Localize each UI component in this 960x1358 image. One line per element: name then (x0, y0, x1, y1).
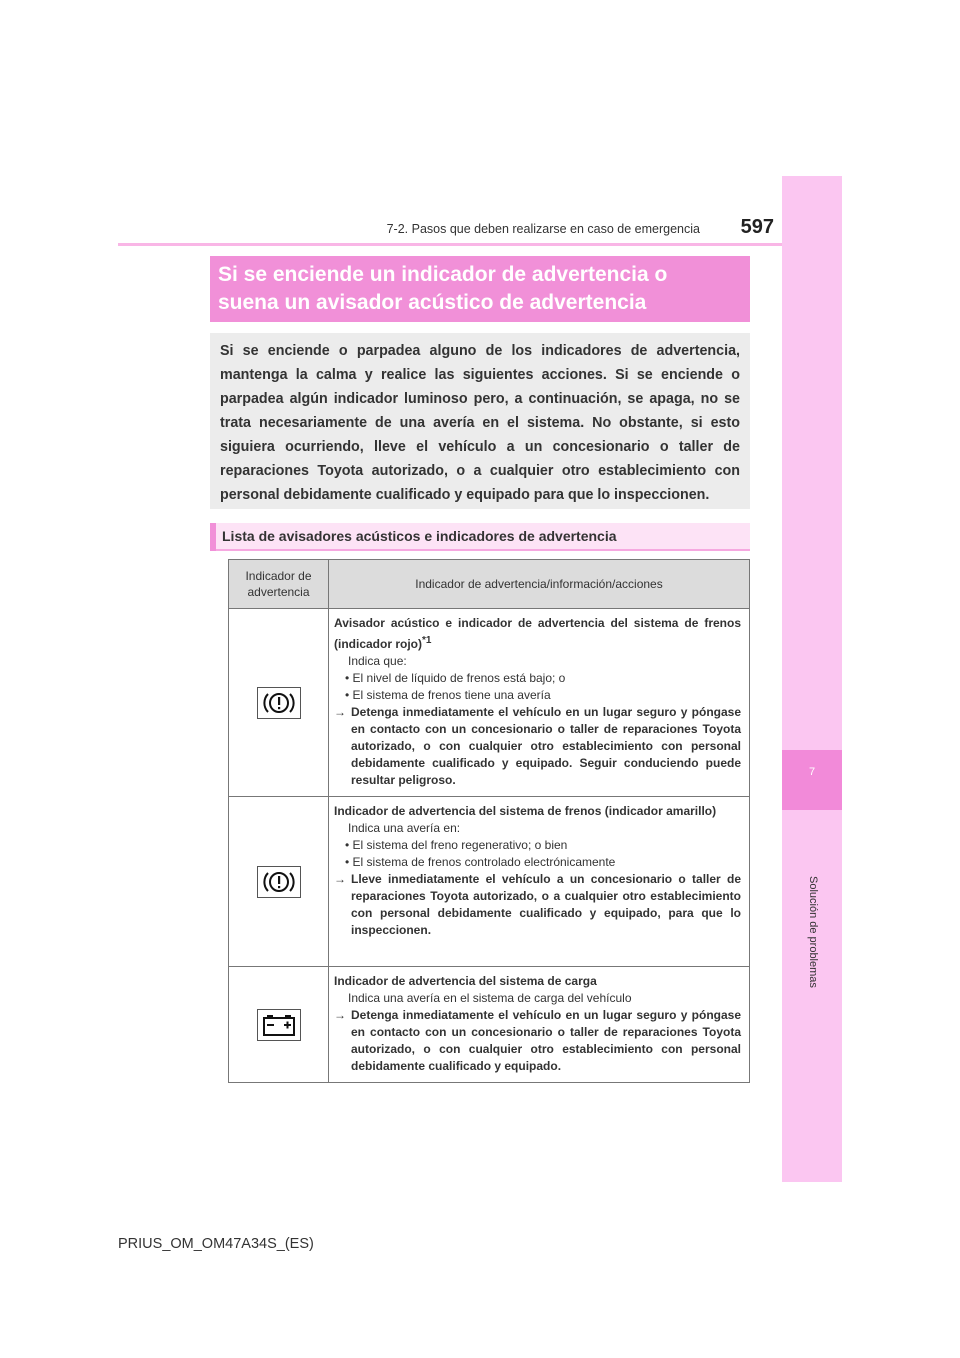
list-item-text: El nivel de líquido de frenos está bajo; o (352, 671, 566, 685)
column-header-info: Indicador de advertencia/información/acciones (329, 560, 750, 609)
indicator-title: Indicador de advertencia del sistema de carga (334, 974, 597, 988)
list-item (334, 854, 741, 871)
section-title (210, 256, 750, 322)
indicator-cell (229, 967, 329, 1083)
action-text-body: Detenga inmediatamente el vehículo en un lugar seguro y póngase en contacto con un concesionario o taller de reparaciones Toyota autorizado, o con cualquier otro establecimiento con personal debidamente cualificado y equipado. Seguir conduciendo puede resultar peligroso. (351, 705, 741, 787)
list-item-text: El sistema de frenos tiene una avería (352, 688, 551, 702)
indicator-cell (229, 797, 329, 967)
indicator-title: Indicador de advertencia del sistema de frenos (indicador amarillo) (334, 804, 717, 818)
header-rule (118, 243, 782, 246)
section-title-line: Si se enciende un indicador de advertencia o (218, 263, 668, 286)
footnote-marker: *1 (422, 635, 432, 646)
action-text-body: Lleve inmediatamente el vehículo a un concesionario o taller de reparaciones Toyota autorizado, o a cualquier otro establecimiento con personal debidamente cualificado y equipado, para que lo inspeccionen. (351, 872, 741, 937)
chapter-tab (782, 750, 842, 810)
chapter-title-text: Solución de problemas (807, 876, 819, 988)
subheading-accent (210, 523, 216, 551)
indicator-intro: Indica una avería en: (348, 821, 461, 835)
column-header-indicator: Indicador de advertencia (229, 560, 329, 609)
bullet-glyph: • (345, 671, 350, 685)
table-row (229, 609, 750, 797)
action-text-body: Detenga inmediatamente el vehículo en un lugar seguro y póngase en contacto con un concesionario o taller de reparaciones Toyota autorizado, o con cualquier otro establecimiento con personal debidamente cualificado y equipado. (351, 1008, 741, 1073)
arrow-icon: → (334, 872, 346, 886)
table-row (229, 967, 750, 1083)
indicator-cell (229, 609, 329, 797)
intro-paragraph: Si se enciende o parpadea alguno de los indicadores de advertencia, mantenga la calma y realice las siguientes acciones. Si se enciende o parpadea algún indicador luminoso pero, a continuación, se apaga, no se trata necesariamente de una avería en el sistema. No obstante, si esto siguiera ocurriendo, lleve el vehículo a un concesionario o taller de reparaciones Toyota autorizado, o a cualquier otro establecimiento con personal debidamente cualificado y equipado para que lo inspeccionen. (210, 333, 750, 509)
chapter-number: 7 (808, 766, 816, 778)
bullet-glyph: • (345, 688, 350, 702)
description-cell (329, 609, 750, 797)
list-item (334, 687, 741, 704)
table-row (229, 797, 750, 967)
bullet-glyph: • (345, 838, 350, 852)
section-title-line: suena un avisador acústico de advertencia (218, 291, 647, 314)
page-number: 597 (740, 216, 774, 238)
list-item (334, 670, 741, 687)
running-head: 7-2. Pasos que deben realizarse en caso de emergencia (386, 222, 700, 236)
brake-warning-icon (257, 687, 301, 719)
list-item-text: El sistema del freno regenerativo; o bien (352, 838, 568, 852)
indicator-title-text: Avisador acústico e indicador de advertencia del sistema de frenos (indicador rojo) (334, 616, 741, 651)
warning-table (228, 559, 750, 1083)
indicator-intro: Indica una avería en el sistema de carga del vehículo (348, 991, 632, 1005)
battery-icon (257, 1009, 301, 1041)
indicator-intro: Indica que: (348, 654, 407, 668)
arrow-icon: → (334, 1008, 346, 1022)
description-cell (329, 797, 750, 967)
description-cell (329, 967, 750, 1083)
document-code: PRIUS_OM_OM47A34S_(ES) (118, 1236, 314, 1252)
chapter-sidebar (782, 176, 842, 1182)
bullet-glyph: • (345, 855, 350, 869)
arrow-icon: → (334, 705, 346, 719)
brake-warning-icon (257, 866, 301, 898)
list-item (334, 837, 741, 854)
action-text (334, 1007, 741, 1075)
table-header-row (229, 560, 750, 609)
action-text (334, 871, 741, 939)
action-text (334, 704, 741, 789)
list-item-text: El sistema de frenos controlado electrónicamente (352, 855, 616, 869)
indicator-title (334, 615, 741, 653)
subheading: Lista de avisadores acústicos e indicadores de advertencia (222, 528, 617, 544)
